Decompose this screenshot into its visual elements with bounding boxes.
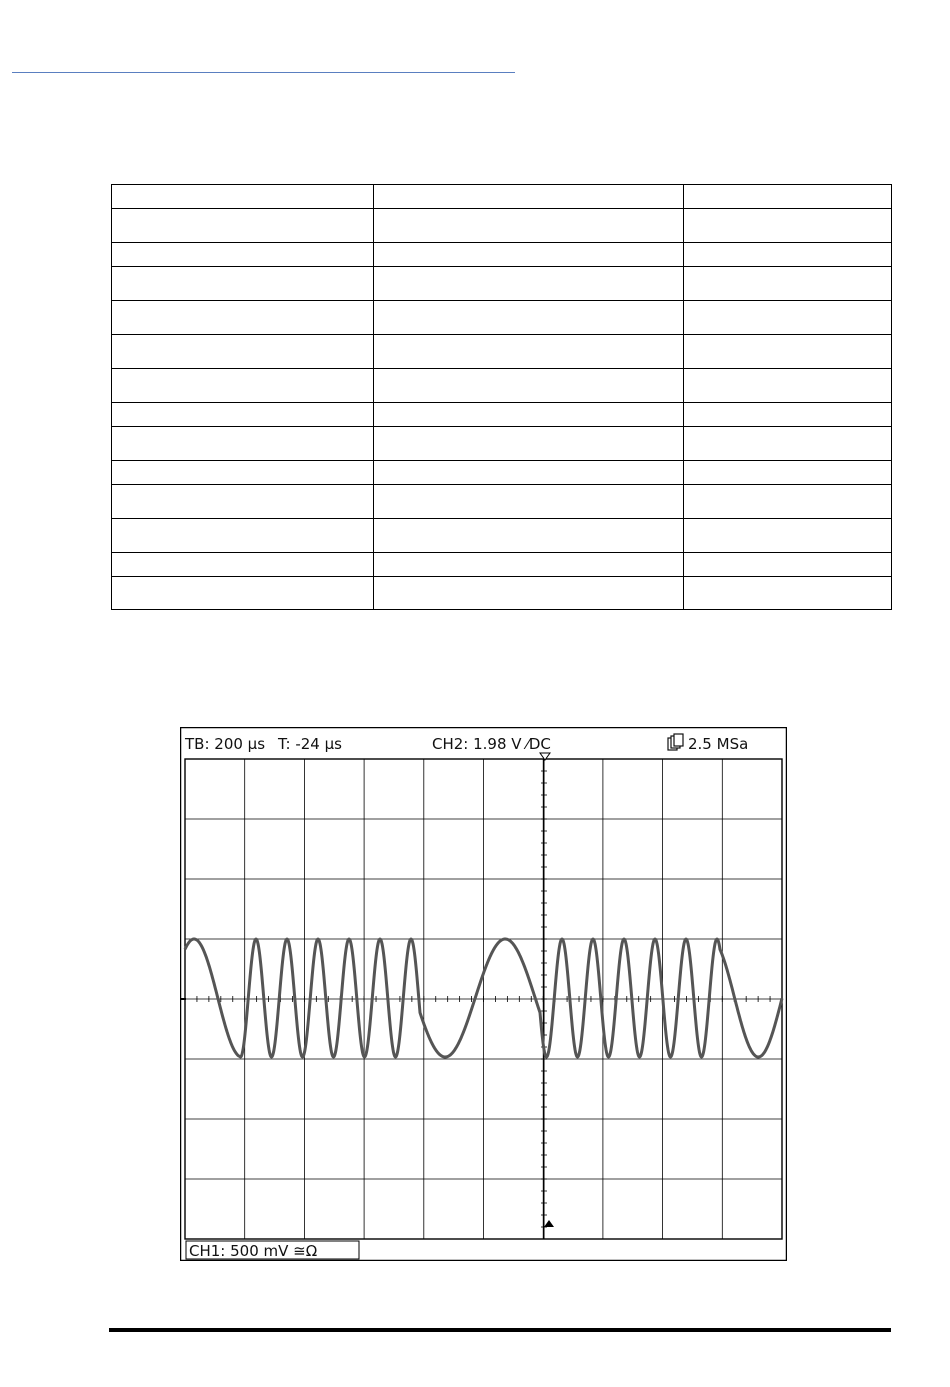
table-cell [684, 577, 892, 610]
table-cell [374, 403, 684, 427]
table-cell [112, 577, 374, 610]
table-cell [112, 243, 374, 267]
bottom-rule-line [109, 1328, 891, 1332]
timebase-readout: TB: 200 µs [185, 735, 266, 753]
sample-rate-readout: 2.5 MSa [688, 735, 749, 753]
table-cell [684, 553, 892, 577]
table-cell [684, 301, 892, 335]
table-row [112, 553, 892, 577]
table-cell [374, 185, 684, 209]
table-cell [684, 519, 892, 553]
empty-table [111, 184, 892, 610]
table-row [112, 301, 892, 335]
table-cell [684, 403, 892, 427]
table-cell [374, 301, 684, 335]
table-row [112, 243, 892, 267]
table-cell [684, 209, 892, 243]
table-cell [112, 209, 374, 243]
table-row [112, 461, 892, 485]
table-cell [684, 185, 892, 209]
table-cell [112, 403, 374, 427]
table-cell [374, 577, 684, 610]
trigger-readout: T: -24 µs [278, 735, 342, 753]
table-cell [112, 485, 374, 519]
table-row [112, 427, 892, 461]
table-row [112, 185, 892, 209]
table-cell [684, 485, 892, 519]
channel2-readout: CH2: 1.98 V ⁄DC [432, 735, 551, 753]
top-rule-line [12, 72, 515, 73]
table-row [112, 267, 892, 301]
table-row [112, 519, 892, 553]
table-cell [374, 335, 684, 369]
table-cell [112, 369, 374, 403]
table-cell [374, 485, 684, 519]
table-cell [112, 267, 374, 301]
table-cell [112, 427, 374, 461]
table-cell [374, 209, 684, 243]
oscilloscope-screen [180, 727, 787, 1261]
table-row [112, 369, 892, 403]
table-row [112, 485, 892, 519]
table-row [112, 403, 892, 427]
table-cell [112, 185, 374, 209]
table-cell [374, 369, 684, 403]
table-cell [112, 335, 374, 369]
table-cell [374, 461, 684, 485]
channel1-readout: CH1: 500 mV ≅Ω [189, 1242, 318, 1260]
table-row [112, 577, 892, 610]
table-cell [374, 243, 684, 267]
table-cell [684, 461, 892, 485]
table-row [112, 209, 892, 243]
table-cell [112, 301, 374, 335]
table-cell [374, 427, 684, 461]
table-cell [684, 335, 892, 369]
table-cell [684, 243, 892, 267]
table-row [112, 335, 892, 369]
table-cell [684, 267, 892, 301]
table-cell [374, 519, 684, 553]
table-cell [684, 369, 892, 403]
table-cell [112, 461, 374, 485]
table-cell [112, 519, 374, 553]
table-cell [374, 553, 684, 577]
table-cell [374, 267, 684, 301]
table-cell [684, 427, 892, 461]
table-cell [112, 553, 374, 577]
